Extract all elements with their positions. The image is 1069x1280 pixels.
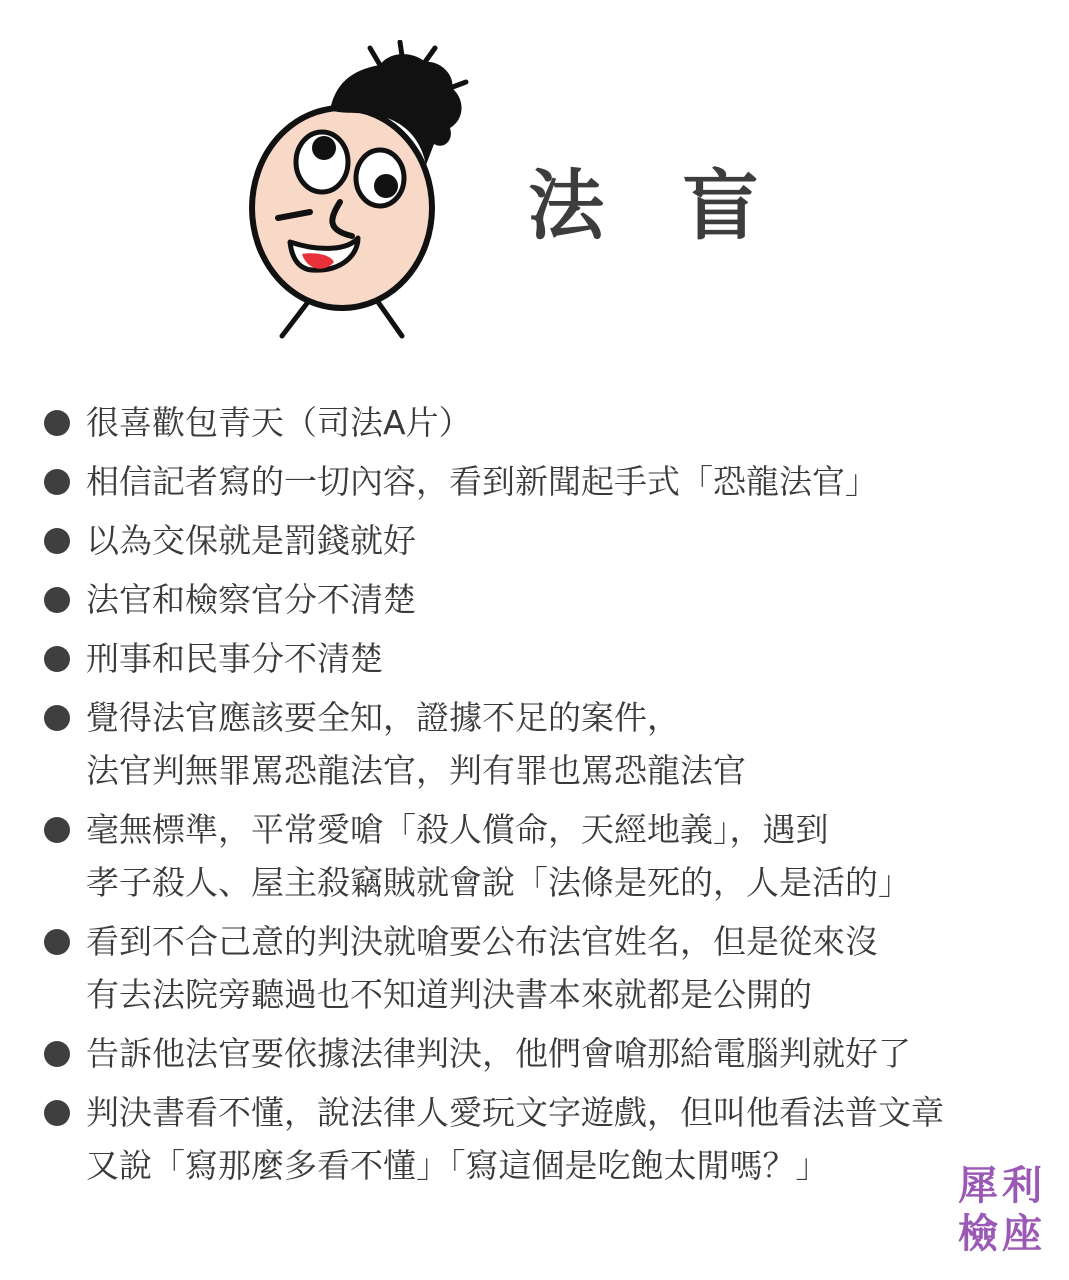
list-item-text: 判決書看不懂，說法律人愛玩文字遊戲，但叫他看法普文章 (86, 1093, 944, 1132)
author-signature (958, 1162, 1046, 1258)
list-item-text: 孝子殺人、屋主殺竊賊就會說「法條是死的，人是活的」 (86, 863, 911, 902)
list-item-text: 刑事和民事分不清楚 (86, 639, 383, 678)
bullet-dot-icon (44, 1100, 70, 1126)
bullet-dot-icon (44, 469, 70, 495)
list-item (42, 396, 1042, 449)
list-item-text: 有去法院旁聽過也不知道判決書本來就都是公開的 (86, 975, 812, 1014)
list-item (42, 514, 1042, 567)
cartoon-face-illustration (230, 40, 490, 350)
signature-line-2: 檢座 (958, 1211, 1046, 1257)
list-item-text: 相信記者寫的一切內容，看到新聞起手式「恐龍法官」 (86, 462, 878, 501)
list-item-text: 很喜歡包青天（司法A片） (86, 403, 472, 442)
list-item (42, 803, 1042, 909)
list-item-text: 以為交保就是罰錢就好 (86, 521, 416, 560)
list-item-text: 法官和檢察官分不清楚 (86, 580, 416, 619)
list-item-text: 法官判無罪罵恐龍法官，判有罪也罵恐龍法官 (86, 751, 746, 790)
bullet-dot-icon (44, 587, 70, 613)
list-item (42, 691, 1042, 797)
signature-line-1: 犀利 (958, 1163, 1046, 1209)
list-item (42, 573, 1042, 626)
list-item-text: 毫無標準，平常愛嗆「殺人償命，天經地義」，遇到 (86, 810, 829, 849)
list-item-text: 又說「寫那麼多看不懂」「寫這個是吃飽太閒嗎？」 (86, 1146, 829, 1185)
left-pupil (312, 136, 336, 160)
list-item-text: 告訴他法官要依據法律判決，他們會嗆那給電腦判就好了 (86, 1034, 911, 1073)
face-shape (252, 108, 432, 308)
bullet-dot-icon (44, 929, 70, 955)
list-item (42, 455, 1042, 508)
list-item (42, 1027, 1042, 1080)
list-item (42, 632, 1042, 685)
list-item-text: 看到不合己意的判決就嗆要公布法官姓名，但是從來沒 (86, 922, 878, 961)
bullet-dot-icon (44, 410, 70, 436)
right-pupil (374, 174, 398, 198)
list-item (42, 915, 1042, 1021)
bullet-dot-icon (44, 1041, 70, 1067)
list-item (42, 1086, 1042, 1192)
bullet-dot-icon (44, 705, 70, 731)
bullet-dot-icon (44, 528, 70, 554)
bullet-dot-icon (44, 817, 70, 843)
list-item-text: 覺得法官應該要全知，證據不足的案件， (86, 698, 680, 737)
page-title: 法 盲 (528, 161, 785, 250)
bullet-dot-icon (44, 646, 70, 672)
bullet-list (42, 396, 1042, 1198)
